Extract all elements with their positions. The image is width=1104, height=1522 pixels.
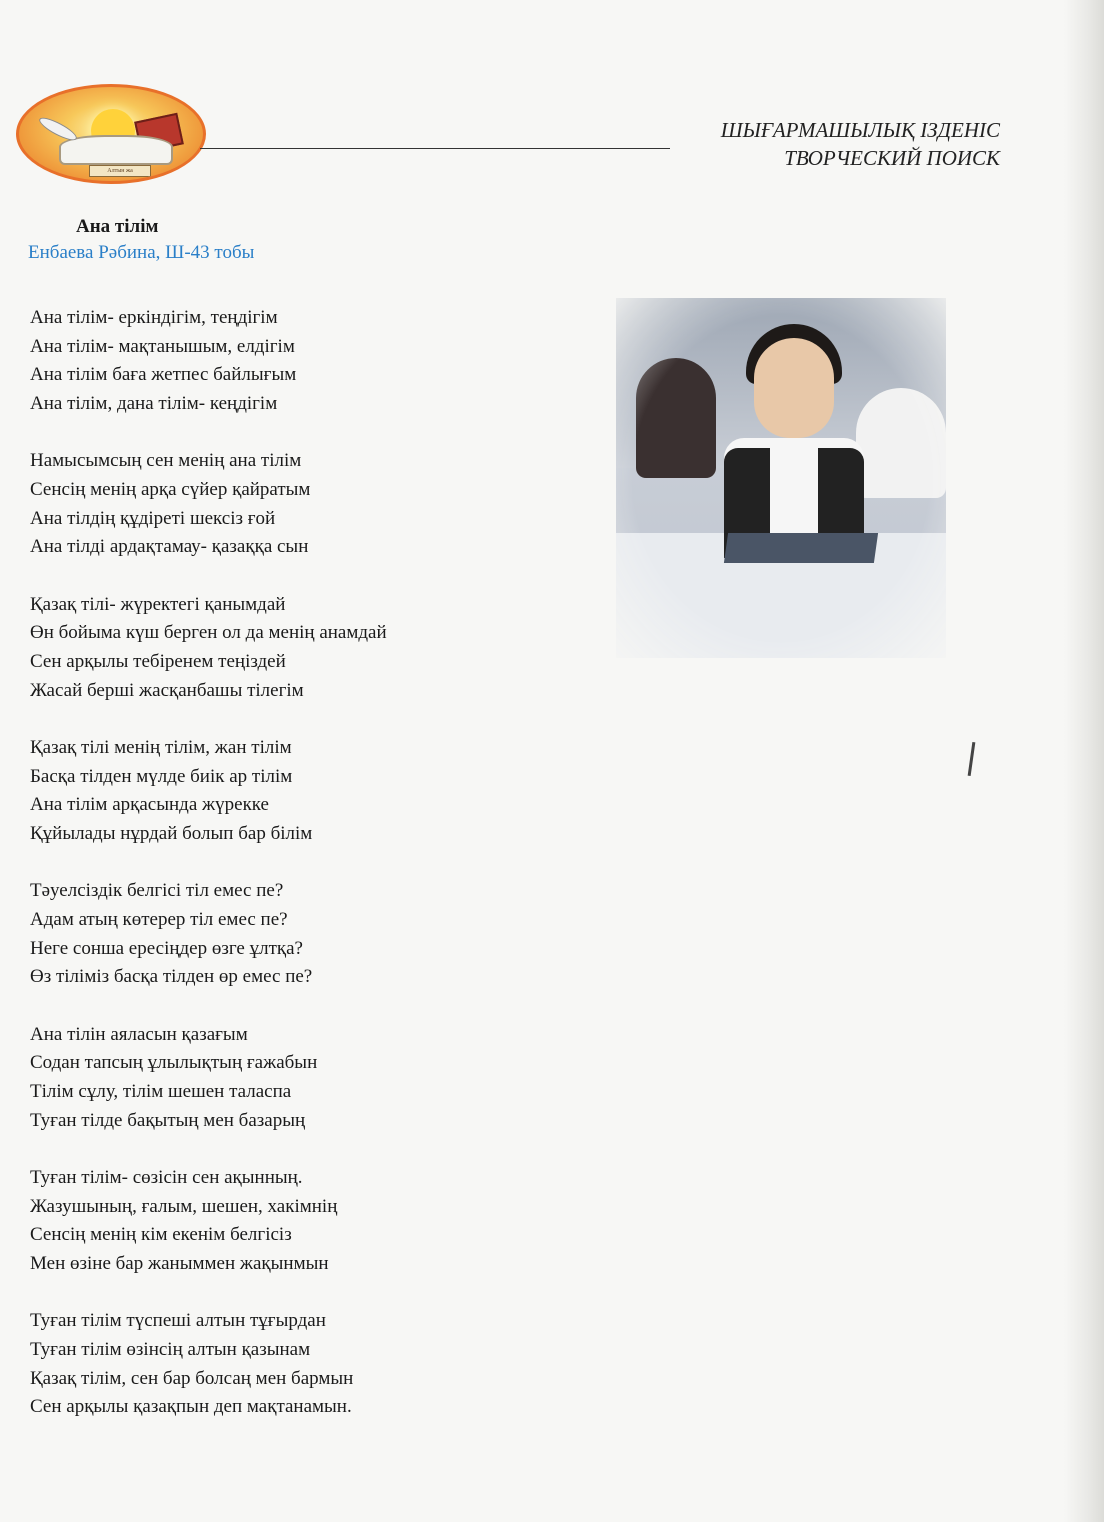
poem-line: Ана тілім- мақтанышым, елдігім (30, 335, 295, 357)
section-header (721, 116, 1000, 172)
quill-icon (37, 114, 80, 144)
stanza (30, 447, 590, 562)
poem-line: Ана тілім- еркіндігім, теңдігім (30, 307, 278, 328)
poem-line: Сенсің менің арқа сүйер қайратым (30, 479, 311, 501)
poem-line: Намысымсың сен менің ана тілім (30, 450, 302, 472)
poem-line: Ана тілді ардақтамау- қазаққа сын (30, 536, 309, 558)
poem-line: Сенсің менің кім екенім белгісіз (30, 1224, 292, 1246)
section-title-kk: ШЫҒАРМАШЫЛЫҚ ІЗДЕНІС (720, 118, 1000, 142)
poem-line: Сен арқылы тебіренем теңіздей (30, 651, 286, 673)
poem-line: Жасай берші жасқанбашы тілегім (30, 679, 304, 701)
poem-line: Туған тілім өзінсің алтын қазынам (30, 1338, 311, 1360)
poem-line: Өн бойыма күш берген ол да менің анамдай (30, 622, 387, 644)
stanza (30, 1164, 590, 1279)
poem-line: Туған тілім түспеші алтын тұғырдан (30, 1310, 326, 1332)
poem-line: Туған тілім- сөзісін сен ақынның. (30, 1166, 303, 1188)
poem-line: Ана тілім арқасында жүрекке (30, 794, 269, 816)
logo-ribbon: Алтын жа (89, 165, 151, 177)
stanza (30, 734, 590, 849)
poem-line: Неге сонша ересіңдер өзге ұлтқа? (30, 937, 303, 959)
header-rule (200, 148, 670, 149)
poem-line: Мен өзіне бар жаныммен жақынмын (30, 1252, 329, 1274)
poem-body (30, 304, 590, 1451)
poem-line: Өз тіліміз басқа тілден өр емес пе? (30, 966, 313, 988)
stanza (30, 1021, 590, 1136)
stanza (30, 1307, 590, 1422)
poem-line: Ана тілім баға жетпес байлығым (30, 364, 297, 386)
poem-line: Ана тілім, дана тілім- кеңдігім (30, 393, 278, 415)
stanza (30, 591, 590, 706)
poem-line: Ана тілдің құдіреті шексіз ғой (30, 507, 276, 529)
poem-line: Басқа тілден мүлде биік ар тілім (30, 765, 293, 787)
author-photo (616, 298, 946, 658)
stanza (30, 877, 590, 992)
poem-title: Ана тілім (76, 216, 159, 237)
poem-line: Тәуелсіздік белгісі тіл емес пе? (30, 880, 284, 902)
poem-line: Қазақ тілі- жүректегі қанымдай (30, 593, 286, 615)
poem-line: Сен арқылы қазақпын деп мақтанамын. (30, 1396, 352, 1418)
poem-line: Жазушының, ғалым, шешен, хакімнің (30, 1195, 338, 1217)
stanza (30, 304, 590, 419)
poem-line: Содан тапсың ұлылықтың ғажабын (30, 1052, 318, 1074)
journal-logo (16, 84, 206, 184)
poem-line: Туған тілде бақытың мен базарың (30, 1109, 306, 1131)
poem-line: Адам атың көтерер тіл емес пе? (30, 908, 288, 930)
poem-line: Қазақ тілі менің тілім, жан тілім (30, 736, 292, 758)
poem-author: Енбаева Рәбина, Ш-43 тобы (28, 242, 255, 263)
poem-line: Құйылады нұрдай болып бар білім (30, 823, 313, 845)
poem-line: Тілім сұлу, тілім шешен таласпа (30, 1080, 292, 1102)
margin-mark (968, 742, 976, 776)
poem-line: Қазақ тілім, сен бар болсаң мен бармын (30, 1367, 354, 1389)
poem-line: Ана тілін аяласын қазағым (30, 1023, 248, 1045)
section-title-ru: ТВОРЧЕСКИЙ ПОИСК (784, 146, 1000, 170)
page-edge (1064, 0, 1104, 1522)
